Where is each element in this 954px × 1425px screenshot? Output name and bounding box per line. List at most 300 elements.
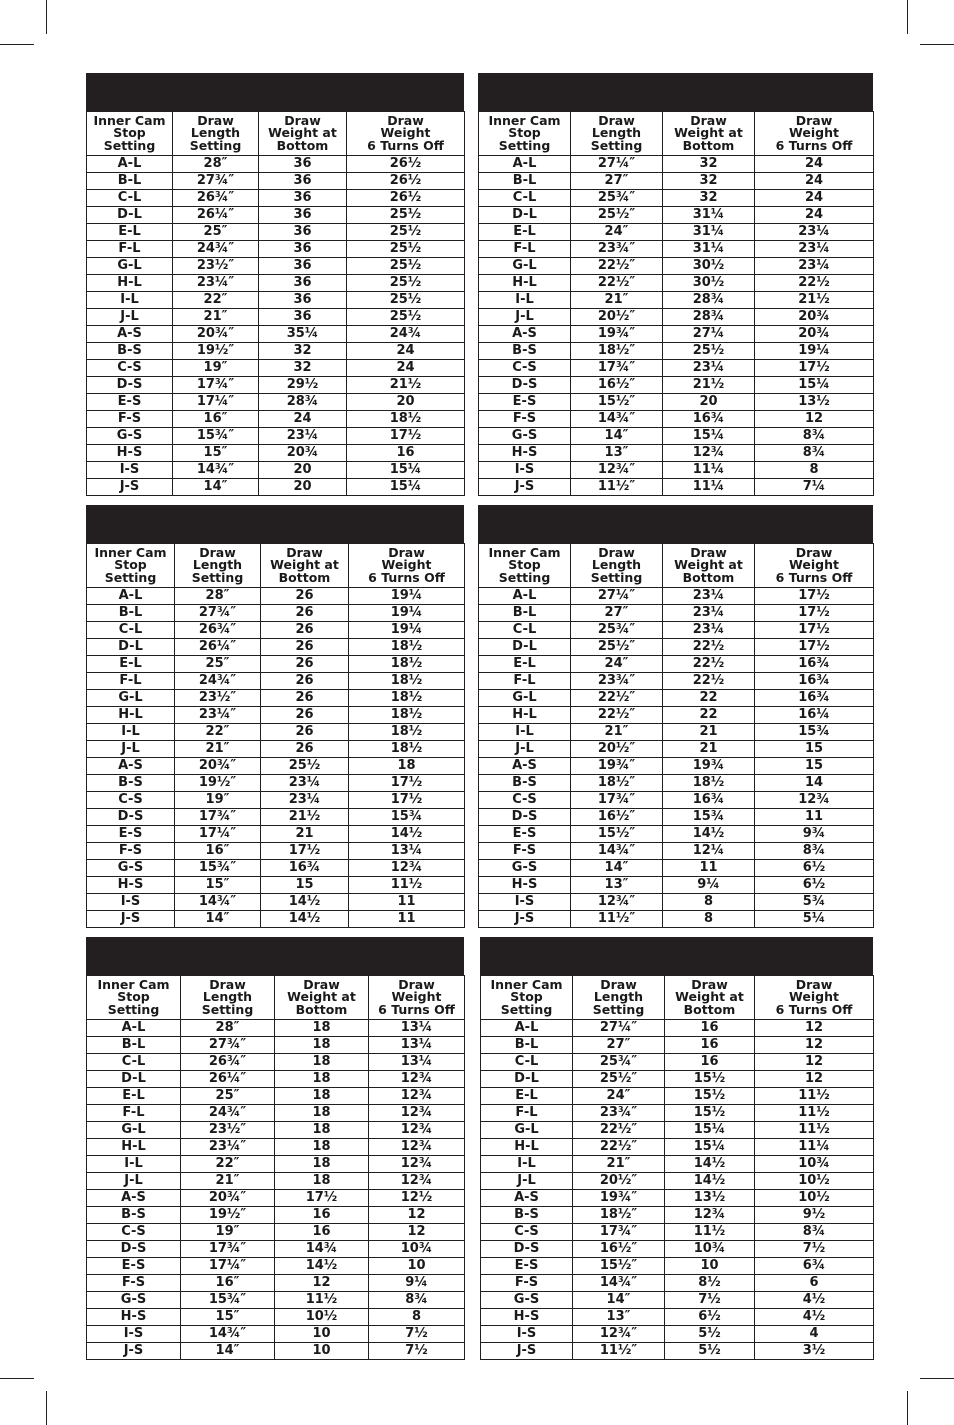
- table-cell: 22: [663, 690, 755, 707]
- table-cell: 22: [663, 707, 755, 724]
- table-cell: 21″: [173, 309, 259, 326]
- table-cell: 8¾: [755, 428, 874, 445]
- table-cell: 26: [261, 673, 349, 690]
- table-row: [87, 292, 465, 309]
- table-cell: E-S: [479, 394, 571, 411]
- table-cell: 23¼″: [175, 707, 261, 724]
- table-cell: H-L: [479, 275, 571, 292]
- table-cell: E-S: [87, 826, 175, 843]
- table-cell: 20: [259, 479, 347, 496]
- column-header: [87, 544, 175, 588]
- table-cell: 28″: [175, 588, 261, 605]
- table-cell: A-L: [479, 156, 571, 173]
- table-cell: 19¼: [349, 622, 465, 639]
- table-cell: 11½: [665, 1224, 755, 1241]
- table-cell: B-S: [87, 343, 173, 360]
- table-row: [87, 758, 465, 775]
- column-header-line: Draw: [598, 544, 635, 560]
- crop-mark: [0, 44, 34, 45]
- column-header: [665, 976, 755, 1020]
- table-cell: 28¾: [663, 309, 755, 326]
- column-header: [573, 976, 665, 1020]
- table-row: [481, 1173, 874, 1190]
- column-header-line: Weight at: [270, 557, 339, 573]
- table-row: [87, 1088, 465, 1105]
- table-cell: 10½: [755, 1190, 874, 1207]
- table-cell: 15¼: [665, 1139, 755, 1156]
- table-cell: E-S: [479, 826, 571, 843]
- table-cell: 25¾″: [573, 1054, 665, 1071]
- table-cell: 16″: [175, 843, 261, 860]
- table-cell: 18: [275, 1088, 369, 1105]
- table-cell: F-S: [479, 411, 571, 428]
- table-cell: H-S: [479, 877, 571, 894]
- table-cell: 30½: [663, 258, 755, 275]
- table-cell: J-S: [87, 1343, 181, 1360]
- table-row: [87, 639, 465, 656]
- table-cell: 8: [663, 894, 755, 911]
- table-row: [87, 428, 465, 445]
- table-cell: I-S: [481, 1326, 573, 1343]
- column-header-line: Weight at: [675, 989, 744, 1005]
- table-row: [479, 843, 874, 860]
- table-cell: E-L: [87, 656, 175, 673]
- table-cell: B-S: [87, 775, 175, 792]
- table-cell: B-L: [479, 173, 571, 190]
- table-row: [479, 877, 874, 894]
- table-row: [479, 894, 874, 911]
- table-cell: D-L: [479, 639, 571, 656]
- table-row: [479, 428, 874, 445]
- table-cell: 26: [261, 656, 349, 673]
- table-cell: 21½: [347, 377, 465, 394]
- column-header-line: Setting: [201, 1001, 254, 1017]
- table-cell: 17¼″: [175, 826, 261, 843]
- column-header-line: Length: [593, 989, 644, 1005]
- table-cell: A-L: [87, 1020, 181, 1037]
- crop-mark: [920, 1378, 954, 1379]
- column-header-line: Weight: [381, 557, 432, 573]
- table-cell: 10: [665, 1258, 755, 1275]
- table-cell: 18½″: [571, 343, 663, 360]
- table-cell: 31¼: [663, 207, 755, 224]
- table-cell: 5¼: [755, 911, 874, 928]
- table-cell: 7½: [755, 1241, 874, 1258]
- column-header-line: Bottom: [682, 137, 735, 153]
- table-row: [479, 445, 874, 462]
- table-cell: 23¼: [663, 360, 755, 377]
- table-cell: H-S: [87, 445, 173, 462]
- table-cell: 18: [275, 1105, 369, 1122]
- table-cell: 19¼: [755, 343, 874, 360]
- table-cell: 20¾″: [181, 1190, 275, 1207]
- table-cell: 17¾″: [573, 1224, 665, 1241]
- table-row: [87, 1071, 465, 1088]
- table-cell: 11¼: [663, 462, 755, 479]
- table-cell: 24″: [571, 656, 663, 673]
- table-cell: 12¾: [369, 1122, 465, 1139]
- table-row: [87, 1241, 465, 1258]
- table-cell: D-S: [87, 809, 175, 826]
- table-row: [481, 1224, 874, 1241]
- table-cell: 17¾″: [181, 1241, 275, 1258]
- table-row: [479, 173, 874, 190]
- table-row: [87, 462, 465, 479]
- column-header-line: Bottom: [683, 1001, 736, 1017]
- table-row: [481, 1241, 874, 1258]
- table-row: [479, 639, 874, 656]
- table-cell: 23½″: [181, 1122, 275, 1139]
- table-cell: G-L: [481, 1122, 573, 1139]
- table-row: [87, 173, 465, 190]
- table-cell: E-S: [87, 1258, 181, 1275]
- table-cell: 36: [259, 275, 347, 292]
- table-row: [479, 690, 874, 707]
- table-cell: 31¼: [663, 224, 755, 241]
- table-cell: C-L: [87, 622, 175, 639]
- table-cell: 8¾: [755, 1224, 874, 1241]
- column-header: [275, 976, 369, 1020]
- table-cell: 24: [755, 190, 874, 207]
- table-cell: 20: [347, 394, 465, 411]
- column-header-line: Setting: [498, 137, 551, 153]
- table-row: [479, 292, 874, 309]
- table-cell: D-S: [87, 1241, 181, 1258]
- column-header-line: Weight: [380, 125, 431, 141]
- table-cell: 24″: [573, 1088, 665, 1105]
- table-cell: H-S: [87, 877, 175, 894]
- table-cell: 16¾: [755, 673, 874, 690]
- table-row: [479, 605, 874, 622]
- table-cell: 23¼: [663, 605, 755, 622]
- table-cell: I-S: [87, 462, 173, 479]
- table-cell: 18: [275, 1173, 369, 1190]
- table-cell: 24: [259, 411, 347, 428]
- table-cell: 17½: [349, 792, 465, 809]
- table-cell: 14¾″: [175, 894, 261, 911]
- table-cell: B-S: [479, 775, 571, 792]
- table-cell: 17½: [275, 1190, 369, 1207]
- table-cell: 16¾: [663, 411, 755, 428]
- table-cell: 26¾″: [181, 1054, 275, 1071]
- table-cell: 18: [275, 1054, 369, 1071]
- table-cell: 18½: [349, 656, 465, 673]
- table-cell: 21: [663, 724, 755, 741]
- column-header: [755, 112, 874, 156]
- column-header: [259, 112, 347, 156]
- table-cell: 23¼″: [173, 275, 259, 292]
- table-cell: A-S: [87, 1190, 181, 1207]
- table-cell: 18½: [349, 639, 465, 656]
- column-header-line: Weight: [789, 557, 839, 573]
- column-header-line: Weight: [789, 989, 839, 1005]
- table-cell: 15″: [181, 1309, 275, 1326]
- table-cell: 12½: [369, 1190, 465, 1207]
- table-row: [479, 775, 874, 792]
- table-cell: 25½″: [571, 639, 663, 656]
- table-row: [87, 1105, 465, 1122]
- table-row: [479, 343, 874, 360]
- table-row: [87, 241, 465, 258]
- table-cell: 26: [261, 588, 349, 605]
- table-cell: B-L: [87, 173, 173, 190]
- table-cell: 7½: [665, 1292, 755, 1309]
- table-row: [87, 809, 465, 826]
- table-cell: E-L: [87, 1088, 181, 1105]
- table-cell: E-L: [481, 1088, 573, 1105]
- column-header-line: Weight at: [674, 125, 743, 141]
- column-header-line: Draw: [690, 544, 727, 560]
- table-title-bar: [86, 73, 464, 111]
- table-cell: 6½: [755, 877, 874, 894]
- table-cell: 19¾″: [573, 1190, 665, 1207]
- table-row: [481, 1190, 874, 1207]
- table-row: [479, 377, 874, 394]
- table-cell: 14½: [261, 911, 349, 928]
- column-header: [87, 112, 173, 156]
- table-cell: C-L: [479, 190, 571, 207]
- table-cell: 21″: [181, 1173, 275, 1190]
- table-cell: 22½″: [573, 1122, 665, 1139]
- table-cell: 10: [275, 1343, 369, 1360]
- table-cell: 23¾″: [571, 241, 663, 258]
- table-row: [87, 1309, 465, 1326]
- table-cell: 12¾: [665, 1207, 755, 1224]
- table-cell: 20: [259, 462, 347, 479]
- table-cell: 16: [665, 1037, 755, 1054]
- crop-mark: [920, 44, 954, 45]
- column-header-line: Stop: [117, 989, 150, 1005]
- table-row: [87, 673, 465, 690]
- table-cell: 23½″: [173, 258, 259, 275]
- column-header-line: Draw: [197, 112, 234, 128]
- table-cell: 32: [663, 190, 755, 207]
- table-cell: 20¾″: [173, 326, 259, 343]
- table-cell: 14¾″: [571, 843, 663, 860]
- table-row: [481, 1326, 874, 1343]
- table-row: [479, 224, 874, 241]
- table-cell: 24: [347, 360, 465, 377]
- column-header-line: Stop: [508, 557, 541, 573]
- table-cell: 24¾″: [175, 673, 261, 690]
- table-cell: F-L: [479, 241, 571, 258]
- table-cell: 8¾: [755, 843, 874, 860]
- column-header: [349, 544, 465, 588]
- table-cell: 29½: [259, 377, 347, 394]
- column-header-line: 6 Turns Off: [775, 569, 853, 585]
- table-cell: 15: [755, 758, 874, 775]
- table-cell: 24: [755, 207, 874, 224]
- table-cell: F-L: [479, 673, 571, 690]
- table-cell: A-S: [87, 758, 175, 775]
- table-cell: 11: [349, 894, 465, 911]
- table-cell: 27¼″: [571, 588, 663, 605]
- table-cell: B-S: [87, 1207, 181, 1224]
- table-cell: A-S: [479, 326, 571, 343]
- table-cell: 26: [261, 724, 349, 741]
- table-row: [479, 411, 874, 428]
- table-row: [479, 207, 874, 224]
- table-cell: A-L: [481, 1020, 573, 1037]
- table-cell: 26½: [347, 173, 465, 190]
- table-cell: F-S: [479, 843, 571, 860]
- table-row: [481, 1275, 874, 1292]
- table-cell: D-S: [479, 809, 571, 826]
- table-cell: J-S: [479, 479, 571, 496]
- column-header-line: Weight: [789, 125, 839, 141]
- table-cell: 21″: [571, 724, 663, 741]
- table-cell: 8: [369, 1309, 465, 1326]
- table-row: [87, 1156, 465, 1173]
- table-cell: 18½: [349, 707, 465, 724]
- table-row: [479, 190, 874, 207]
- table-cell: I-L: [87, 1156, 181, 1173]
- table-cell: 12: [755, 411, 874, 428]
- table-cell: 15¾″: [173, 428, 259, 445]
- table-cell: 21½: [261, 809, 349, 826]
- table-cell: 16¼: [755, 707, 874, 724]
- table-cell: 11½: [755, 1122, 874, 1139]
- table-cell: A-S: [479, 758, 571, 775]
- crop-mark: [46, 1391, 47, 1425]
- table-cell: 12: [755, 1037, 874, 1054]
- table-row: [481, 1105, 874, 1122]
- column-header-line: Length: [202, 989, 253, 1005]
- table-row: [87, 309, 465, 326]
- table-cell: 19¾″: [571, 326, 663, 343]
- table-row: [481, 1054, 874, 1071]
- table-cell: 19¾″: [571, 758, 663, 775]
- table-cell: 11: [349, 911, 465, 928]
- table-cell: 9½: [755, 1207, 874, 1224]
- table-cell: 15: [755, 741, 874, 758]
- table-cell: I-S: [479, 894, 571, 911]
- column-header-line: 6 Turns Off: [368, 569, 445, 585]
- table-cell: 25½: [347, 309, 465, 326]
- table-cell: 14¾″: [173, 462, 259, 479]
- table-cell: 23¼: [261, 775, 349, 792]
- table-cell: 23¼: [755, 241, 874, 258]
- table-cell: B-L: [87, 1037, 181, 1054]
- column-header-line: Bottom: [295, 1001, 348, 1017]
- table-cell: 28¾: [259, 394, 347, 411]
- table-cell: 26¾″: [173, 190, 259, 207]
- table-row: [479, 360, 874, 377]
- draw-weight-table: [480, 937, 873, 1360]
- table-cell: 14¾: [275, 1241, 369, 1258]
- table-cell: 25½: [347, 207, 465, 224]
- table-row: [87, 1326, 465, 1343]
- table-cell: 23¼: [755, 224, 874, 241]
- table-cell: A-L: [87, 588, 175, 605]
- table-cell: 16¾: [261, 860, 349, 877]
- table-cell: 10¾: [665, 1241, 755, 1258]
- table-cell: C-S: [479, 792, 571, 809]
- table-cell: G-L: [87, 690, 175, 707]
- crop-mark: [46, 0, 47, 34]
- table-row: [479, 809, 874, 826]
- table-cell: 12: [369, 1224, 465, 1241]
- table-cell: 16″: [181, 1275, 275, 1292]
- table-cell: 11¼: [755, 1139, 874, 1156]
- table-title-bar: [478, 505, 873, 543]
- table-row: [87, 258, 465, 275]
- table-cell: 15¾″: [181, 1292, 275, 1309]
- table-cell: 18½″: [573, 1207, 665, 1224]
- table-cell: 10½: [275, 1309, 369, 1326]
- table-cell: 17¾″: [571, 792, 663, 809]
- table-cell: 19″: [181, 1224, 275, 1241]
- table-cell: C-S: [87, 792, 175, 809]
- table-cell: 19½″: [181, 1207, 275, 1224]
- table-cell: 17¾″: [571, 360, 663, 377]
- table-cell: 11½″: [573, 1343, 665, 1360]
- table-cell: 12: [369, 1207, 465, 1224]
- table-cell: D-L: [87, 1071, 181, 1088]
- table-cell: J-L: [87, 1173, 181, 1190]
- table-cell: E-L: [87, 224, 173, 241]
- table-cell: 30½: [663, 275, 755, 292]
- table-cell: 14½: [261, 894, 349, 911]
- table-cell: 13½: [665, 1190, 755, 1207]
- table-cell: C-L: [87, 1054, 181, 1071]
- table: [86, 543, 465, 928]
- table-cell: 16½″: [573, 1241, 665, 1258]
- column-header-line: Stop: [114, 557, 147, 573]
- table-cell: 18: [275, 1071, 369, 1088]
- table-cell: 11½″: [571, 911, 663, 928]
- table-cell: 17¾″: [173, 377, 259, 394]
- table-cell: 14″: [173, 479, 259, 496]
- draw-weight-table: [86, 505, 464, 928]
- table-cell: 17½: [755, 622, 874, 639]
- table-row: [87, 775, 465, 792]
- table-cell: F-S: [87, 843, 175, 860]
- table-cell: D-L: [479, 207, 571, 224]
- table-cell: 17½: [755, 605, 874, 622]
- table-cell: 23¾″: [571, 673, 663, 690]
- header-row: [481, 976, 874, 1020]
- table-cell: 25½: [663, 343, 755, 360]
- table-cell: 10: [369, 1258, 465, 1275]
- table-cell: 4: [755, 1326, 874, 1343]
- table-cell: 15½: [665, 1071, 755, 1088]
- column-header-line: Setting: [592, 1001, 645, 1017]
- table-cell: 26: [261, 622, 349, 639]
- column-header-line: Weight at: [268, 125, 337, 141]
- table-cell: 25½″: [573, 1071, 665, 1088]
- table-cell: D-S: [87, 377, 173, 394]
- table-cell: 32: [259, 360, 347, 377]
- table-cell: 18½: [347, 411, 465, 428]
- table-cell: 35¼: [259, 326, 347, 343]
- table-cell: 12¾: [369, 1071, 465, 1088]
- column-header-line: Draw: [387, 112, 424, 128]
- table-row: [479, 479, 874, 496]
- table-row: [481, 1292, 874, 1309]
- table-cell: B-L: [479, 605, 571, 622]
- table-row: [87, 1275, 465, 1292]
- table-cell: F-S: [87, 411, 173, 428]
- table-cell: 19″: [175, 792, 261, 809]
- table-cell: 11¼: [663, 479, 755, 496]
- column-header-line: Bottom: [682, 569, 735, 585]
- table-cell: 12¾″: [571, 462, 663, 479]
- table-cell: E-S: [481, 1258, 573, 1275]
- table-cell: 15: [261, 877, 349, 894]
- column-header: [369, 976, 465, 1020]
- table-row: [87, 860, 465, 877]
